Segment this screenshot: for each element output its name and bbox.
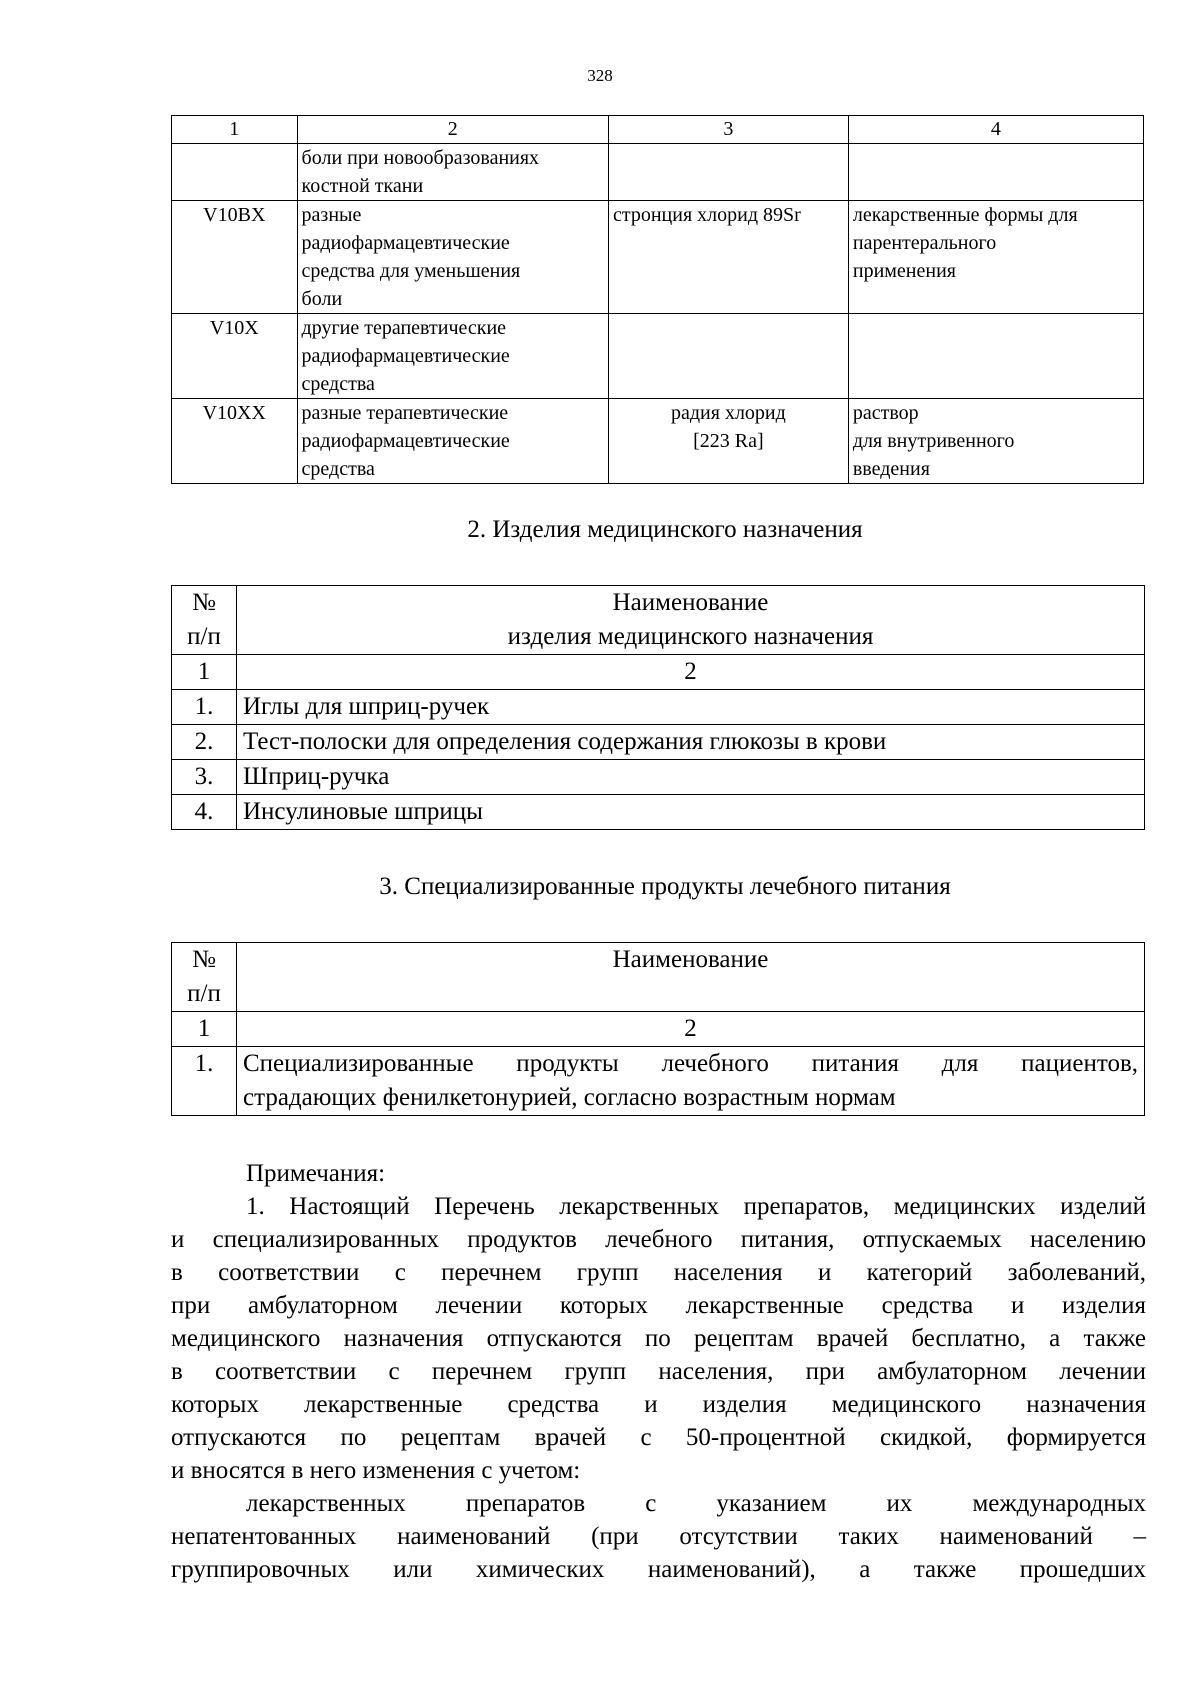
table-row [172,690,1145,725]
dosage-form [848,399,1143,484]
group-name [297,314,608,399]
item-number: 1. [172,690,237,725]
header-cell: 1 [172,116,298,144]
text-line: непатентованных наименований (при отсутствии таких наименований – [171,1523,1146,1550]
table-row [172,795,1145,830]
substance [608,144,848,201]
text-line: которых лекарственные средства и изделия медицинского назначения [171,1391,1146,1418]
table-header-row [172,116,1144,144]
text-line: п/п [187,980,221,1007]
index-row [172,655,1145,690]
index-cell: 1 [172,655,237,690]
table-row [172,314,1144,399]
item-number: 2. [172,725,237,760]
text-line: п/п [187,623,221,650]
medical-devices-table [171,585,1145,830]
item-number: 1. [172,1047,237,1116]
text-line: парентерального [852,232,997,254]
table-row [172,725,1145,760]
number-header [172,943,237,1012]
notes-heading: Примечания: [246,1160,386,1187]
item-name: Шприц-ручка [237,760,1145,795]
text-line: отпускаются по рецептам врачей с 50-процентной скидкой, формируется [171,1424,1146,1451]
text-line: и вносятся в него изменения с учетом: [171,1457,581,1484]
group-name [297,399,608,484]
index-cell: 2 [237,1012,1145,1047]
text-line: № [192,589,216,616]
text-line: № [192,946,216,973]
text-line: лекарственных препаратов с указанием их международных [246,1490,1146,1517]
text-line: медицинского назначения отпускаются по рецептам врачей бесплатно, а также [171,1325,1146,1352]
item-name: Иглы для шприц-ручек [237,690,1145,725]
index-row [172,1012,1145,1047]
item-name [237,1047,1145,1116]
text-line: разные [301,204,362,226]
item-name: Тест-полоски для определения содержания глюкозы в крови [237,725,1145,760]
text-line: Специализированные продукты лечебного питания для пациентов, [243,1050,1138,1077]
text-line: введения [852,458,930,480]
header-cell: 2 [297,116,608,144]
table-row [172,399,1144,484]
text-line: Наименование [612,589,769,616]
table-header-row [172,943,1145,1012]
group-name [297,201,608,314]
text-line: в соответствии с перечнем групп населения, при амбулаторном лечении [171,1358,1146,1385]
atc-code [172,144,298,201]
table-header-row [172,586,1145,655]
text-line: разные терапевтические [301,402,509,424]
substance [608,314,848,399]
text-line: 1. Настоящий Перечень лекарственных препаратов, медицинских изделий [246,1193,1146,1220]
dosage-form [848,314,1143,399]
atc-code: V10BX [172,201,298,314]
group-name [297,144,608,201]
dosage-form [848,144,1143,201]
table-row [172,144,1144,201]
text-line: средства для уменьшения [301,260,521,282]
notes-block [171,1157,1146,1586]
text-line: средства [301,373,375,395]
text-line: раствор [852,402,919,424]
table-row [172,1047,1145,1116]
substance [608,201,848,314]
text-line: [223 Ra] [693,430,764,452]
item-number: 4. [172,795,237,830]
text-line: применения [852,260,956,282]
number-header [172,586,237,655]
text-line: в соответствии с перечнем групп населения и категорий заболеваний, [171,1259,1146,1286]
text-line: при амбулаторном лечении которых лекарственные средства и изделия [171,1292,1146,1319]
text-line: страдающих фенилкетонурией, согласно возрастным нормам [243,1084,896,1111]
item-name: Инсулиновые шприцы [237,795,1145,830]
atc-code: V10X [172,314,298,399]
drug-table [171,115,1144,484]
name-header [237,586,1145,655]
section-title-nutrition-products: 3. Специализированные продукты лечебного питания [379,873,951,900]
text-line: радия хлорид [671,402,786,424]
page-number: 328 [587,66,613,85]
text-line: радиофармацевтические [301,430,510,452]
text-line: лекарственные формы для [852,204,1078,226]
text-line: группировочных или химических наименований), а также прошедших [171,1556,1146,1583]
item-number: 3. [172,760,237,795]
table-row [172,201,1144,314]
index-cell: 2 [237,655,1145,690]
text-line: костной ткани [301,175,424,197]
text-line: другие терапевтические [301,317,507,339]
text-line: средства [301,458,375,480]
nutrition-products-table [171,942,1145,1116]
text-line: и специализированных продуктов лечебного питания, отпускаемых населению [171,1226,1146,1253]
text-line: радиофармацевтические [301,345,510,367]
atc-code: V10XX [172,399,298,484]
substance [608,399,848,484]
text-line: радиофармацевтические [301,232,510,254]
header-cell: 4 [848,116,1143,144]
section-title-medical-devices: 2. Изделия медицинского назначения [467,516,863,543]
text-line: боли [301,288,343,310]
text-line: боли при новообразованиях [301,147,540,169]
dosage-form [848,201,1143,314]
table-row [172,760,1145,795]
index-cell: 1 [172,1012,237,1047]
text-line: изделия медицинского назначения [507,623,874,650]
name-header: Наименование [237,943,1145,1012]
text-line: для внутривенного [852,430,1015,452]
header-cell: 3 [608,116,848,144]
text-line: стронция хлорид 89Sr [612,204,801,226]
